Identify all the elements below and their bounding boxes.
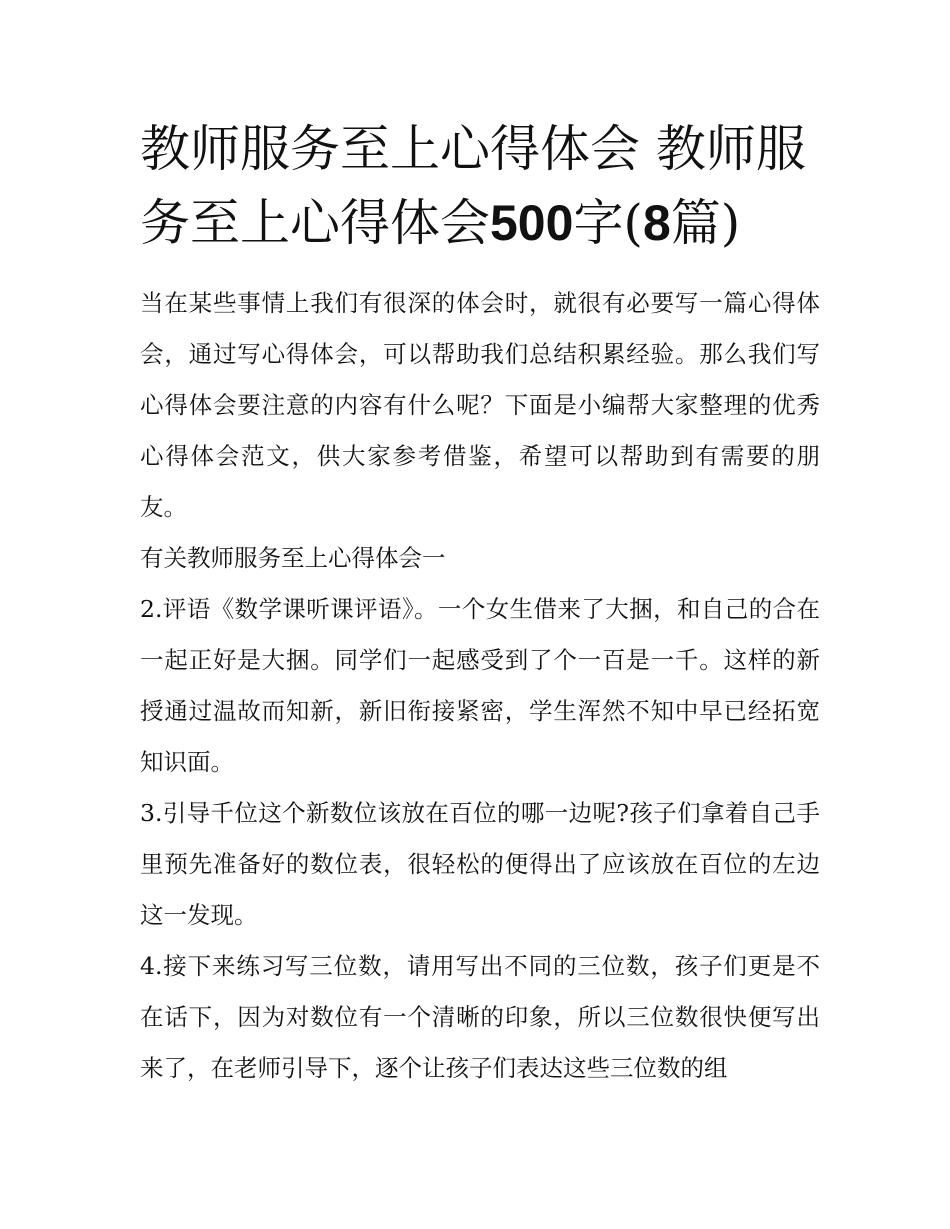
paragraph-item-3: 3.引导千位这个新数位该放在百位的哪一边呢?孩子们拿着自己手里预先准备好的数位表，很轻松的便得出了应该放在百位的左边这一发现。 (140, 799, 820, 929)
paragraph-item-4: 4.接下来练习写三位数，请用写出不同的三位数，孩子们更是不在话下，因为对数位有一个清晰的印象，所以三位数很快便写出来了，在老师引导下，逐个让孩子们表达这些三位数的组 (140, 952, 820, 1082)
title-text-part1: 教师服务至上心得体会 教师服务至上心得体会 (140, 120, 806, 252)
title-number-500: 500 (490, 195, 574, 251)
title-number-8: 8 (642, 195, 671, 251)
title-text-part2: 字( (573, 194, 643, 252)
intro-paragraph: 当在某些事情上我们有很深的体会时，就很有必要写一篇心得体会，通过写心得体会，可以帮助我们总结积累经验。那么我们写心得体会要注意的内容有什么呢？下面是小编帮大家整理的优秀心得体会范文，供大家参考借鉴，希望可以帮助到有需要的朋友。 (140, 289, 820, 521)
document-title (140, 112, 820, 260)
title-text-part3: 篇) (670, 194, 741, 252)
document-body (140, 278, 820, 1094)
section-heading: 有关教师服务至上心得体会一 (140, 544, 446, 572)
paragraph-item-2: 2.评语《数学课听课评语》。一个女生借来了大捆，和自己的合在一起正好是大捆。同学们一起感受到了个一百是一千。这样的新授通过温故而知新，新旧衔接紧密，学生浑然不知中早已经拓宽知识面。 (140, 595, 820, 776)
